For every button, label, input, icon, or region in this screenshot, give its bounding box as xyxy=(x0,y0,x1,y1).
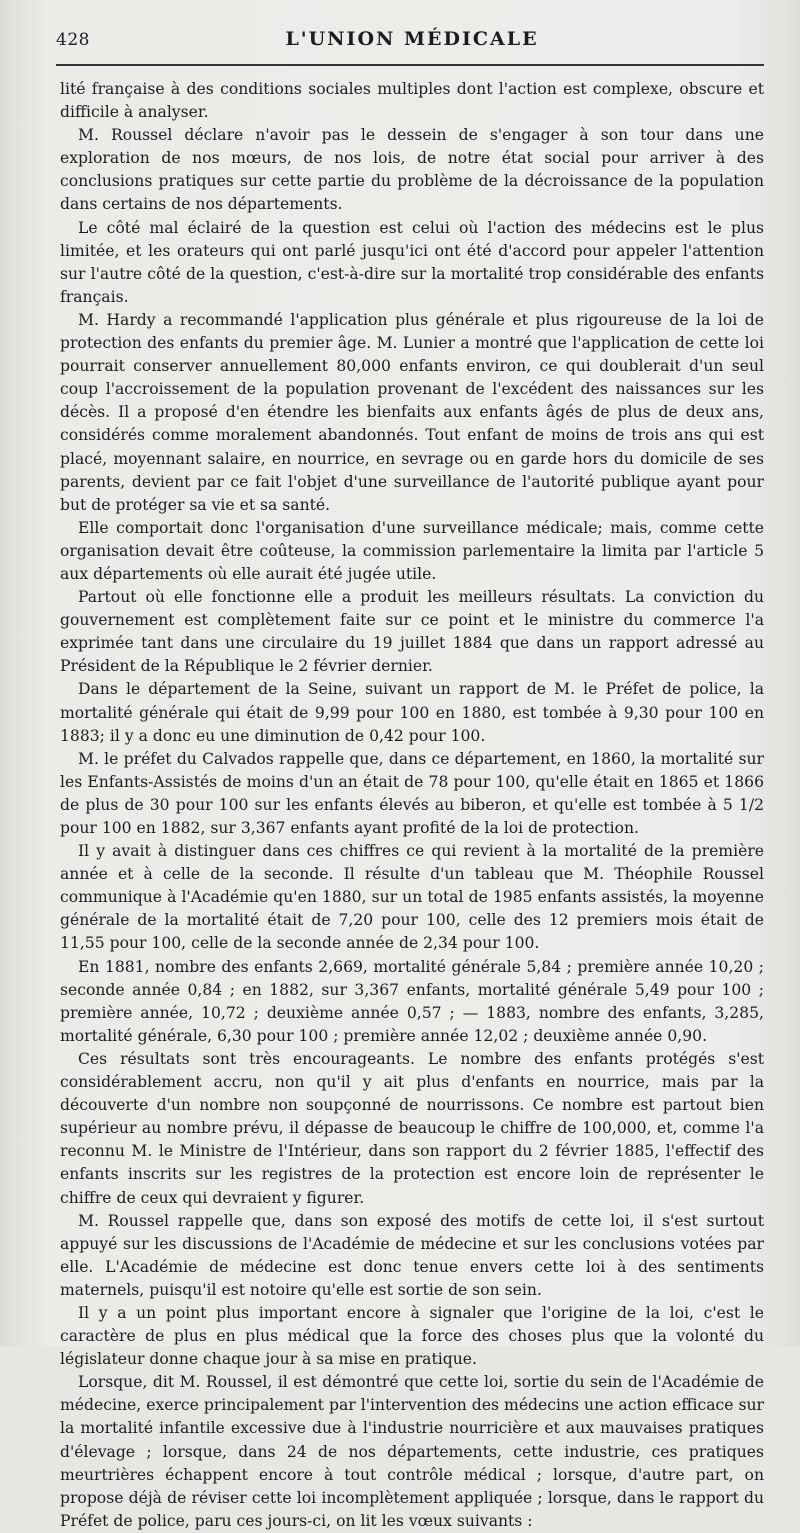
paragraph: Il y a un point plus important encore à signaler que l'origine de la loi, c'est le caractère de plus en plus médical que la force des choses plus que la volonté du législateur donne chaque jour à sa mise en pratique. xyxy=(60,1303,764,1369)
page-number: 428 xyxy=(56,30,90,50)
article-body xyxy=(60,78,764,1533)
paragraph: Il y avait à distinguer dans ces chiffres ce qui revient à la mortalité de la première année et à celle de la seconde. Il résulte d'un tableau que M. Théophile Roussel communique à l'Académie qu'en 1880, sur un total de 1985 enfants assistés, la moyenne générale de la mortalité était de 7,20 pour 100, celle des 12 premiers mois était de 11,55 pour 100, celle de la seconde année de 2,34 pour 100. xyxy=(60,842,764,953)
header-rule xyxy=(56,64,764,66)
paragraph: M. Hardy a recommandé l'application plus générale et plus rigoureuse de la loi de protection des enfants du premier âge. M. Lunier a montré que l'application de cette loi pourrait conserver annuellement 80,000 enfants environ, ce qui doublerait d'un seul coup l'accroissement de la population provenant de l'excédent des naissances sur les décès. Il a proposé d'en étendre les bienfaits aux enfants âgés de plus de deux ans, considérés comme moralement abandonnés. Tout enfant de moins de trois ans qui est placé, moyennant salaire, en nourrice, en sevrage ou en garde hors du domicile de ses parents, devient par ce fait l'objet d'une surveillance de l'autorité publique ayant pour but de protéger sa vie et sa santé. xyxy=(60,310,764,514)
paragraph: En 1881, nombre des enfants 2,669, mortalité générale 5,84 ; première année 10,20 ; seconde année 0,84 ; en 1882, sur 3,367 enfants, mortalité générale 5,49 pour 100 ; première année, 10,72 ; deuxième année 0,57 ; — 1883, nombre des enfants, 3,285, mortalité générale, 6,30 pour 100 ; première année 12,02 ; deuxième année 0,90. xyxy=(60,957,764,1045)
paragraph: M. Roussel déclare n'avoir pas le dessein de s'engager à son tour dans une exploration de nos mœurs, de nos lois, de notre état social pour arriver à des conclusions pratiques sur cette partie du problème de la décroissance de la population dans certains de nos départements. xyxy=(60,126,764,214)
paragraph: Dans le département de la Seine, suivant un rapport de M. le Préfet de police, la mortalité générale qui était de 9,99 pour 100 en 1880, est tombée à 9,30 pour 100 en 1883; il y a donc eu une diminution de 0,42 pour 100. xyxy=(60,680,764,745)
paragraph: M. Roussel rappelle que, dans son exposé des motifs de cette loi, il s'est surtout appuyé sur les discussions de l'Académie de médecine et sur les conclusions votées par elle. L'Académie de médecine est donc tenue envers cette loi à des sentiments maternels, puisqu'il est notoire qu'elle est sortie de son sein. xyxy=(60,1211,764,1299)
paragraph: Ces résultats sont très encourageants. Le nombre des enfants protégés s'est considérablement accru, non qu'il y ait plus d'enfants en nourrice, mais par la découverte d'un nombre non soupçonné de nourrissons. Ce nombre est partout bien supérieur au nombre prévu, il dépasse de beaucoup le chiffre de 100,000, et, comme l'a reconnu M. le Ministre de l'Intérieur, dans son rapport du 2 février 1885, l'effectif des enfants inscrits sur les registres de la protection est encore loin de représenter le chiffre de ceux qui devraient y figurer. xyxy=(60,1049,764,1207)
running-head xyxy=(56,0,764,60)
journal-title: L'UNION MÉDICALE xyxy=(285,28,539,50)
paragraph: Elle comportait donc l'organisation d'une surveillance médicale; mais, comme cette organisation devait être coûteuse, la commission parlementaire la limita par l'article 5 aux départements où elle aurait été jugée utile. xyxy=(60,518,764,583)
paragraph: Le côté mal éclairé de la question est celui où l'action des médecins est le plus limitée, et les orateurs qui ont parlé jusqu'ici ont été d'accord pour appeler l'attention sur l'autre côté de la question, c'est-à-dire sur la mortalité trop considérable des enfants français. xyxy=(60,218,764,306)
paragraph: Lorsque, dit M. Roussel, il est démontré que cette loi, sortie du sein de l'Académie de médecine, exerce principalement par l'intervention des médecins une action efficace sur la mortalité infantile excessive due à l'industrie nourricière et aux mauvaises pratiques d'élevage ; lorsque, dans 24 de nos départements, cette industrie, ces pratiques meurtrières échappent encore à tout contrôle médical ; lorsque, d'autre part, on propose déjà de réviser cette loi incomplètement appliquée ; lorsque, dans le rapport du Préfet de police, paru ces jours-ci, on lit les vœux suivants : xyxy=(60,1373,764,1530)
paragraph: lité française à des conditions sociales multiples dont l'action est complexe, obscure et difficile à analyser. xyxy=(60,80,764,122)
paragraph: M. le préfet du Calvados rappelle que, dans ce département, en 1860, la mortalité sur les Enfants-Assistés de moins d'un an était de 78 pour 100, qu'elle était en 1865 et 1866 de plus de 30 pour 100 sur les enfants élevés au biberon, et qu'elle est tombée à 5 1/2 pour 100 en 1882, sur 3,367 enfants ayant profité de la loi de protection. xyxy=(60,749,764,837)
paragraph: Partout où elle fonctionne elle a produit les meilleurs résultats. La conviction du gouvernement est complètement faite sur ce point et le ministre du commerce l'a exprimée tant dans une circulaire du 19 juillet 1884 que dans un rapport adressé au Président de la République le 2 février dernier. xyxy=(60,588,764,676)
